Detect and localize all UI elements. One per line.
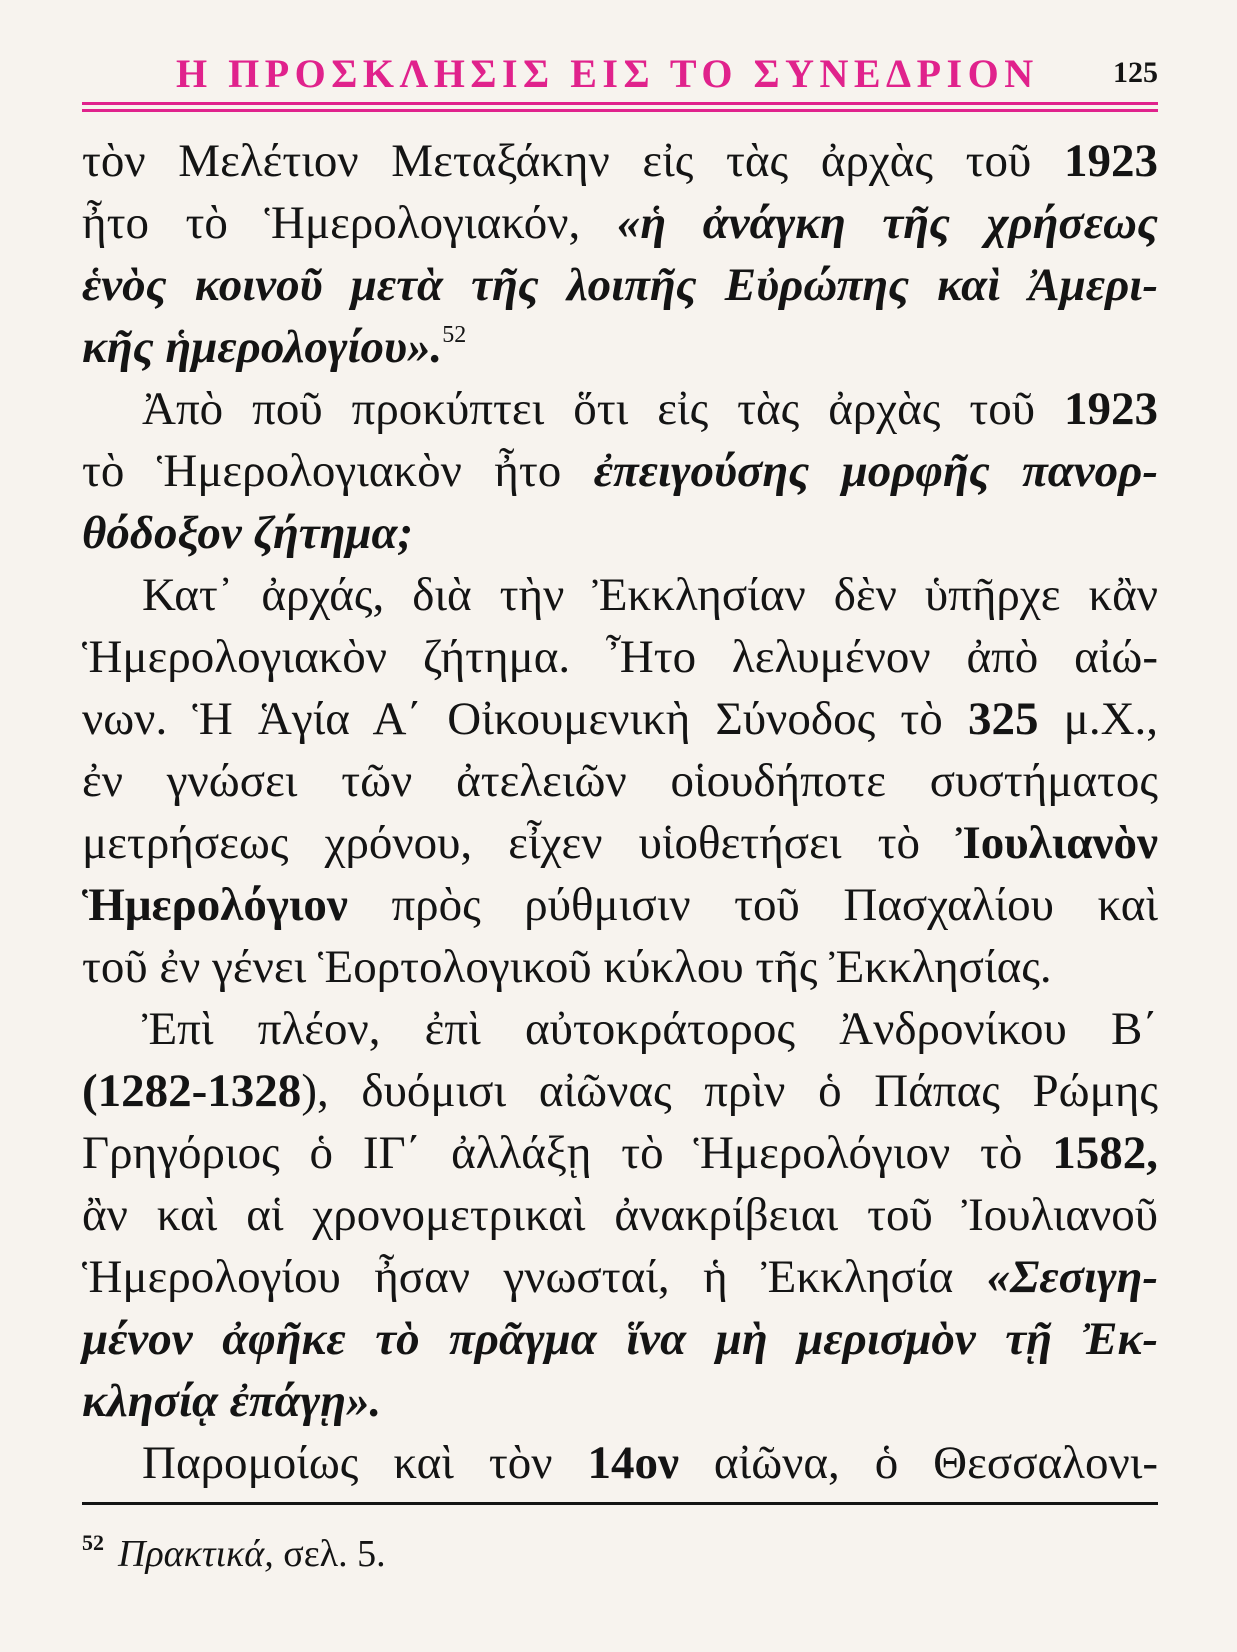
footnote-ref: 52 <box>442 322 467 348</box>
text-line: ἑνὸς κοινοῦ μετὰ τῆς λοιπῆς Εὐρώπης καὶ Ἀμερι- <box>82 259 1158 311</box>
header-rule-bottom <box>82 109 1158 112</box>
running-header <box>82 44 1158 98</box>
page-number: 125 <box>1113 56 1158 89</box>
text-line: μένον ἀφῆκε τὸ πρᾶγμα ἵνα μὴ μερισμὸν τῇ Ἐκ- <box>82 1313 1158 1365</box>
text-line: Ἡμερολογιακὸν ζήτημα. Ἦτο λελυμένον ἀπὸ αἰώ- <box>82 631 1158 683</box>
text-line: ἦτο τὸ Ἡμερολογιακόν, «ἡ ἀνάγκη τῆς χρήσεως <box>82 197 1158 249</box>
text-line: κῆς ἡμερολογίου».$^{52}$ <box>82 321 467 373</box>
text-line: Γρηγόριος ὁ ΙΓ΄ ἀλλάξῃ τὸ Ἡμερολόγιον τὸ 1582, <box>82 1127 1158 1179</box>
text-line: Παρομοίως καὶ τὸν 14ον αἰῶνα, ὁ Θεσσαλονι- <box>142 1437 1158 1489</box>
text-line: Ἡμερολόγιον πρὸς ρύθμισιν τοῦ Πασχαλίου καὶ <box>82 879 1158 931</box>
text-line: μετρήσεως χρόνου, εἶχεν υἱοθετήσει τὸ Ἰουλιανὸν <box>82 817 1158 869</box>
quote-emphasis: «ἡ ἀνάγκη τῆς χρήσεως <box>616 197 1158 249</box>
text-line: Ἐπὶ πλέον, ἐπὶ αὐτοκράτορος Ἀνδρονίκου Β΄ <box>142 1003 1158 1055</box>
text-line: κλησίᾳ ἐπάγῃ». <box>82 1375 382 1427</box>
footnote-rule <box>82 1502 1158 1505</box>
header-rule-top <box>82 102 1158 105</box>
text-line: ἐν γνώσει τῶν ἀτελειῶν οἱουδήποτε συστήματος <box>82 755 1158 807</box>
footnote <box>82 1530 1158 1576</box>
footnote-number: 52 <box>82 1530 104 1555</box>
text-line: τοῦ ἐν γένει Ἑορτολογικοῦ κύκλου τῆς Ἐκκλησίας. <box>82 941 1052 993</box>
text-line: τὸν Μελέτιον Μεταξάκην εἰς τὰς ἀρχὰς τοῦ 1923 <box>82 135 1158 187</box>
text-line: θόδοξον ζήτημα; <box>82 507 414 559</box>
text-line: Ἡμερολογίου ἦσαν γνωσταί, ἡ Ἐκκλησία «Σεσιγη- <box>82 1251 1158 1303</box>
text-line: τὸ Ἡμερολογιακὸν ἦτο ἐπειγούσης μορφῆς πανορ- <box>82 445 1158 497</box>
header-title: Η ΠΡΟΣΚΛΗΣΙΣ ΕΙΣ ΤΟ ΣΥΝΕΔΡΙΟΝ <box>176 51 1039 96</box>
footnote-page: σελ. 5. <box>273 1533 386 1575</box>
body-text <box>82 130 1158 1494</box>
text-line: (1282-1328), δυόμισι αἰῶνας πρὶν ὁ Πάπας Ρώμης <box>82 1065 1158 1117</box>
text-line: νων. Ἡ Ἁγία Α΄ Οἰκουμενικὴ Σύνοδος τὸ 325 μ.Χ., <box>82 693 1159 745</box>
footnote-source: Πρακτικά, <box>118 1533 274 1575</box>
text-line: Ἀπὸ ποῦ προκύπτει ὅτι εἰς τὰς ἀρχὰς τοῦ 1923 <box>142 383 1158 435</box>
text-line: ἂν καὶ αἱ χρονομετρικαὶ ἀνακρίβειαι τοῦ Ἰουλιανοῦ <box>82 1189 1158 1241</box>
text-line: Κατ᾽ ἀρχάς, διὰ τὴν Ἐκκλησίαν δὲν ὑπῆρχε κἂν <box>142 569 1158 621</box>
